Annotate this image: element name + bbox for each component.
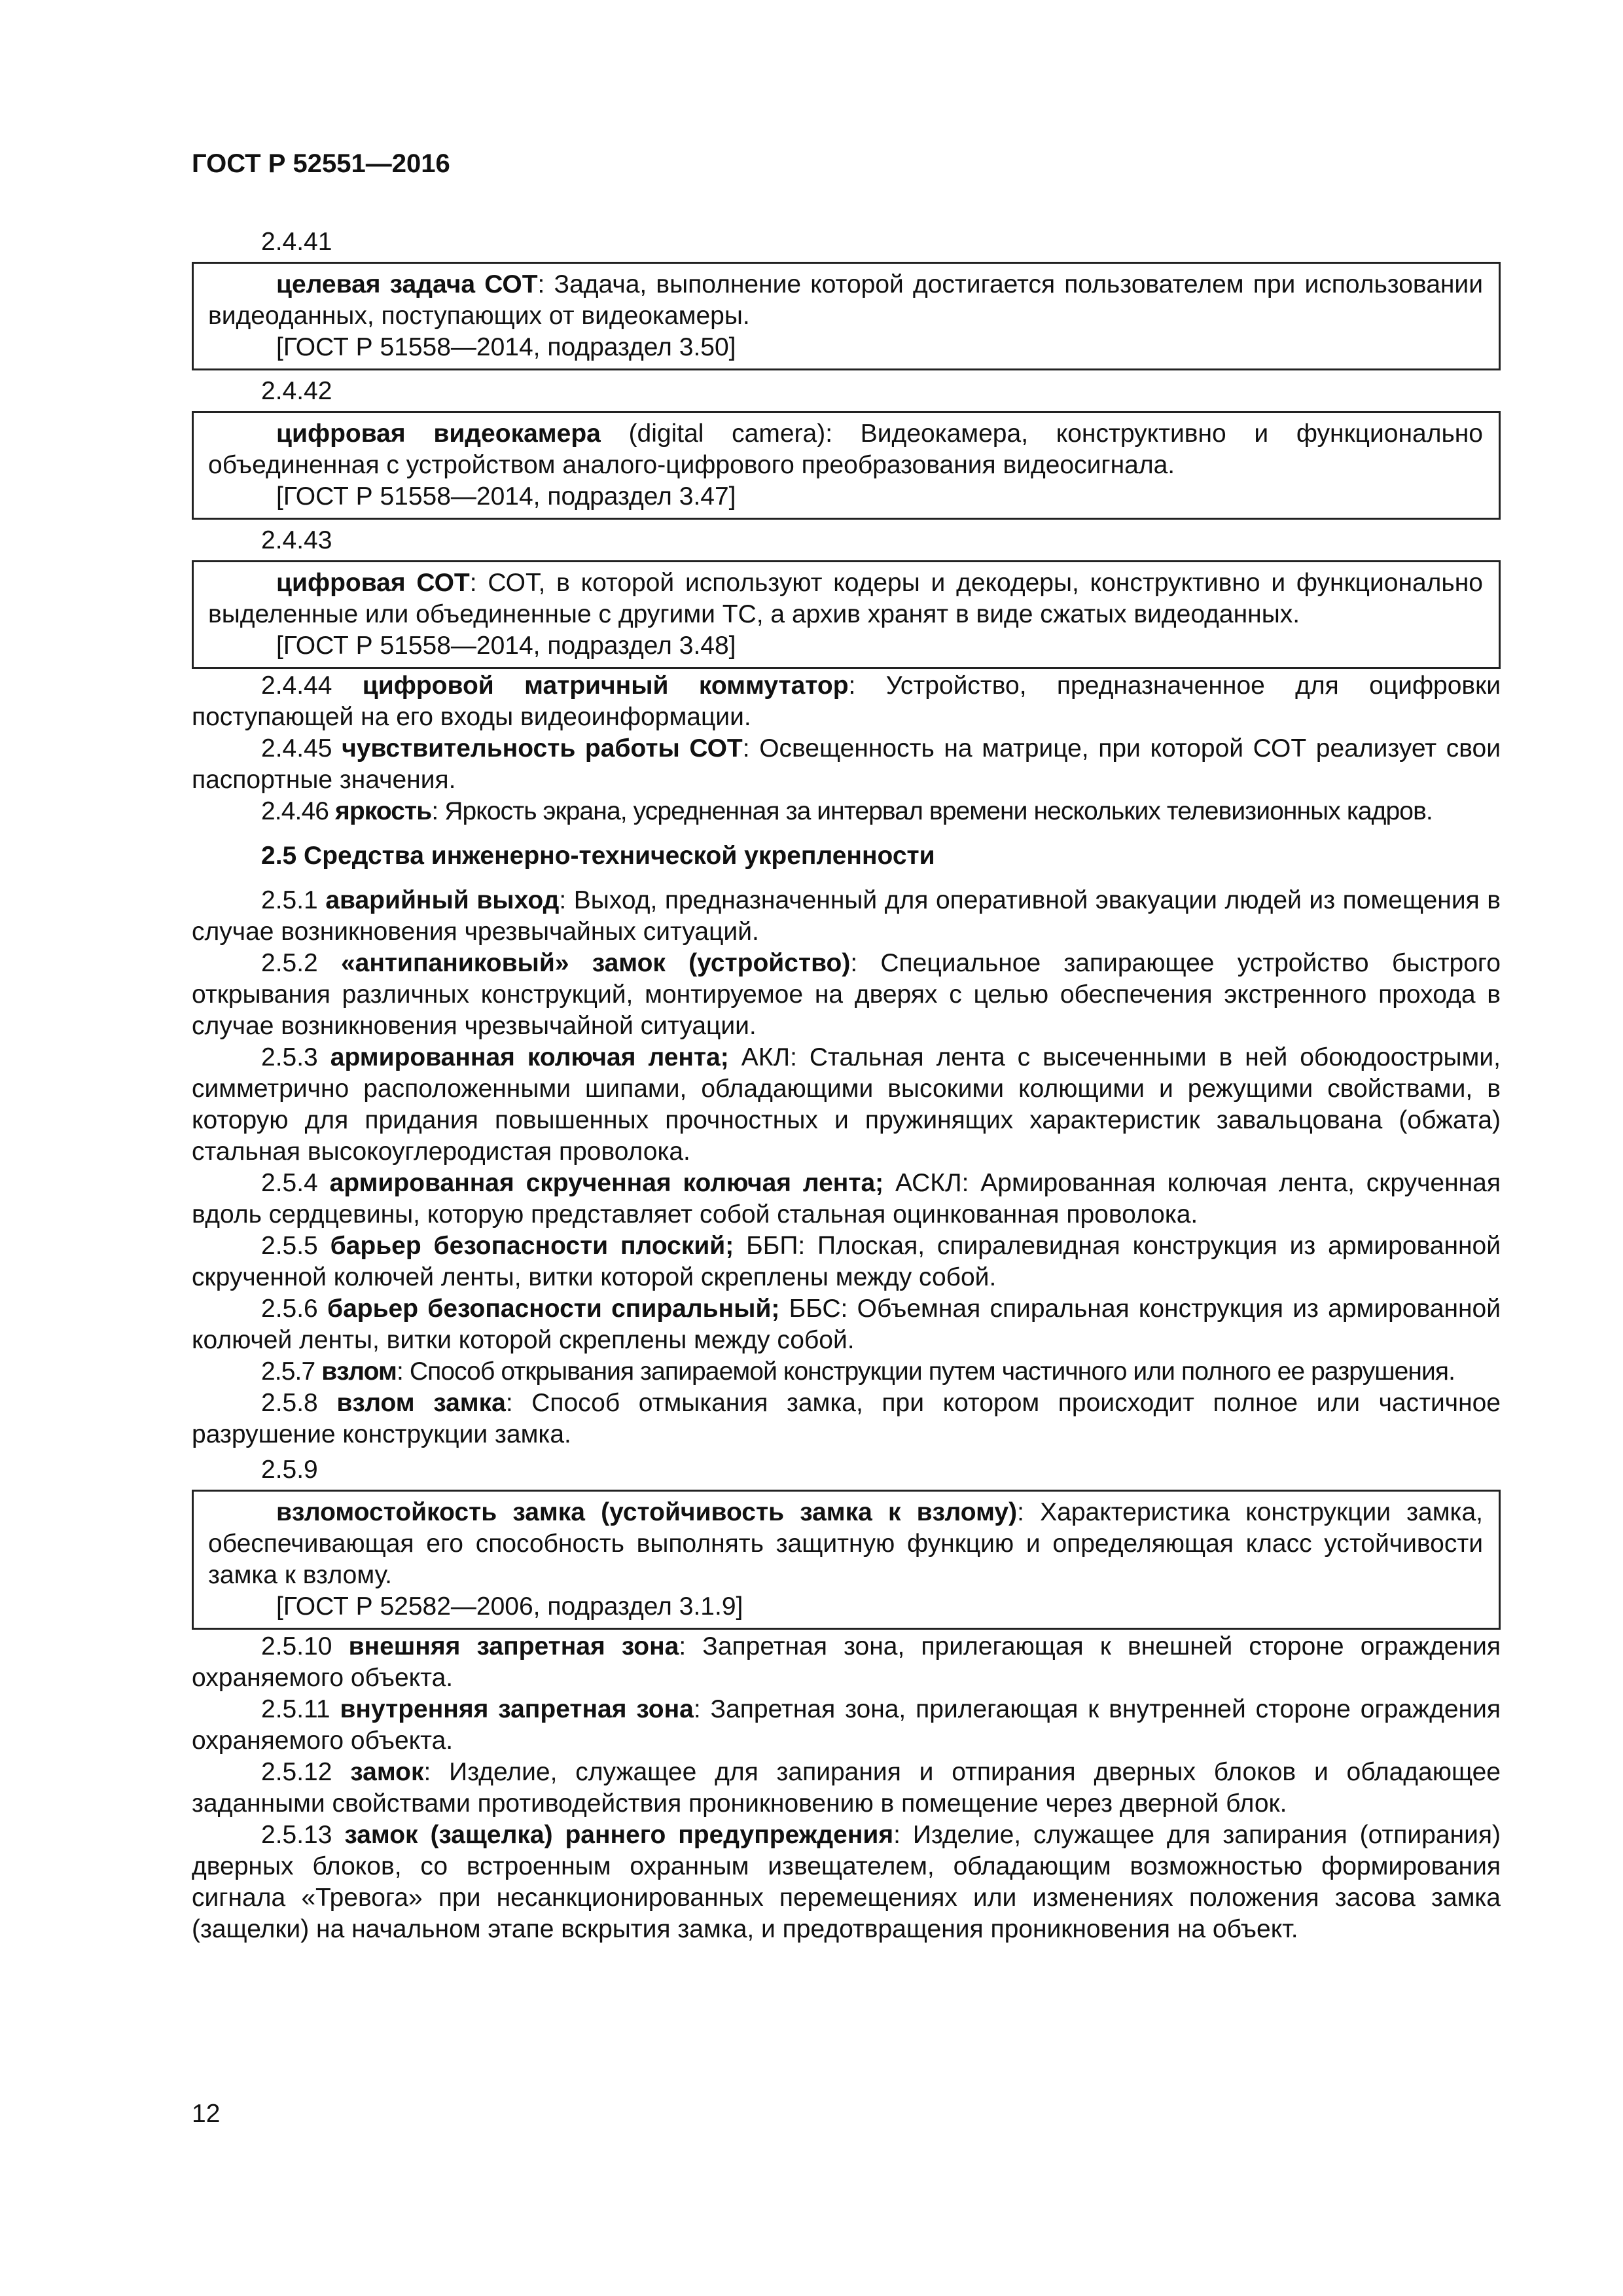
term-paragraph bbox=[192, 885, 1501, 948]
term-number: 2.5.12 bbox=[261, 1758, 332, 1786]
term-name: армированная скрученная колючая лента; bbox=[329, 1169, 884, 1197]
term-definition-text: : Специальное запирающее устройство быстрого открывания различных конструкций, монтируемое на дверях с целью обеспечения экстренного прохода в случае возникновения чрезвычайной ситуации. bbox=[192, 949, 1501, 1040]
term-definition-text: (digital camera): Видеокамера, конструктивно и функционально объединенная с устройством аналого-цифрового преобразования видеосигнала. bbox=[208, 420, 1484, 479]
term-paragraph bbox=[192, 1820, 1501, 1945]
term-definition-text: ББС: Объемная спиральная конструкция из армированной колючей ленты, витки которой скреплены между собой. bbox=[192, 1295, 1501, 1354]
term-paragraph bbox=[192, 733, 1501, 796]
term-number: 2.5.13 bbox=[261, 1821, 332, 1849]
term-name: цифровой матричный коммутатор bbox=[362, 672, 849, 700]
term-name: внешняя запретная зона bbox=[348, 1632, 679, 1660]
term-paragraph bbox=[192, 1631, 1501, 1694]
term-paragraph bbox=[192, 1293, 1501, 1356]
term-name: замок bbox=[350, 1758, 424, 1786]
term-source-reference: [ГОСТ Р 52582—2006, подраздел 3.1.9] bbox=[276, 1592, 743, 1621]
term-name: замок (защелка) раннего предупреждения bbox=[344, 1821, 894, 1849]
term-definition-text: : Яркость экрана, усредненная за интервал времени нескольких телевизионных кадров. bbox=[431, 797, 1433, 825]
term-definition-text: : Способ открывания запираемой конструкции путем частичного или полного ее разрушения. bbox=[396, 1357, 1455, 1386]
term-paragraph bbox=[192, 1694, 1501, 1757]
term-definition-text: АКЛ: Стальная лента с высеченными в ней обоюдоострыми, симметрично расположенными шипами, обладающими высокими колющими и режущими свойствами, в которую для придания повышенных прочностных и пружинящих характеристик завальцована (обжата) стальная высокоуглеродистая проволока. bbox=[192, 1043, 1501, 1166]
term-definition bbox=[208, 567, 1483, 630]
term-definition bbox=[208, 269, 1483, 332]
term-definition-text: АСКЛ: Армированная колючая лента, скрученная вдоль сердцевины, которую представляет собой стальная оцинкованная проволока. bbox=[192, 1169, 1501, 1229]
term-name: взломостойкость замка (устойчивость замка к взлому) bbox=[276, 1498, 1018, 1526]
term-source-reference: [ГОСТ Р 51558—2014, подраздел 3.48] bbox=[276, 632, 736, 660]
term-number: 2.4.42 bbox=[261, 377, 332, 405]
term-name: «антипаниковый» замок (устройство) bbox=[340, 949, 851, 977]
term-number: 2.4.46 bbox=[261, 797, 329, 825]
term-paragraph bbox=[192, 670, 1501, 733]
term-name: чувствительность работы СОТ bbox=[342, 734, 743, 762]
term-number: 2.5.8 bbox=[261, 1389, 318, 1417]
term-name: барьер безопасности плоский; bbox=[330, 1232, 734, 1260]
term-definition-text: : Запретная зона, прилегающая к внутренней стороне ограждения охраняемого объекта. bbox=[192, 1695, 1501, 1755]
term-number: 2.5.2 bbox=[261, 949, 318, 977]
term-name: целевая задача СОТ bbox=[276, 270, 538, 298]
term-definition-box bbox=[192, 560, 1501, 669]
term-paragraph bbox=[192, 1168, 1501, 1230]
term-definition-box bbox=[192, 1490, 1501, 1630]
term-definition-text: : Характеристика конструкции замка, обеспечивающая его способность выполнять защитную функцию и определяющая класс устойчивости замка к взлому. bbox=[208, 1498, 1483, 1589]
term-name: взлом bbox=[321, 1357, 397, 1386]
term-name: цифровая видеокамера bbox=[276, 420, 601, 448]
term-number: 2.5.1 bbox=[261, 886, 318, 914]
term-name: барьер безопасности спиральный; bbox=[327, 1295, 780, 1323]
term-paragraph bbox=[192, 1230, 1501, 1293]
term-definition-text: ББП: Плоская, спиралевидная конструкция из армированной скрученной колючей ленты, витки которой скреплены между собой. bbox=[192, 1232, 1501, 1291]
term-paragraph bbox=[192, 1757, 1501, 1820]
term-paragraph bbox=[192, 948, 1501, 1042]
term-definition-text: : Освещенность на матрице, при которой СОТ реализует свои паспортные значения. bbox=[192, 734, 1501, 794]
term-paragraph bbox=[192, 1388, 1501, 1450]
term-name: цифровая СОТ bbox=[276, 569, 470, 597]
term-number: 2.4.41 bbox=[261, 228, 332, 256]
section-title: 2.5 Средства инженерно-технической укрепленности bbox=[261, 842, 935, 870]
term-name: яркость bbox=[334, 797, 432, 825]
term-definition-text: : Запретная зона, прилегающая к внешней стороне ограждения охраняемого объекта. bbox=[192, 1632, 1501, 1692]
term-name: армированная колючая лента; bbox=[330, 1043, 729, 1071]
term-name: взлом замка bbox=[336, 1389, 506, 1417]
term-definition-text: : Выход, предназначенный для оперативной эвакуации людей из помещения в случае возникновения чрезвычайных ситуаций. bbox=[192, 886, 1501, 946]
term-number: 2.5.3 bbox=[261, 1043, 318, 1071]
term-number: 2.4.45 bbox=[261, 734, 332, 762]
term-paragraph bbox=[192, 1356, 1501, 1388]
term-definition-box bbox=[192, 262, 1501, 370]
term-number: 2.5.11 bbox=[261, 1695, 330, 1723]
term-name: аварийный выход bbox=[325, 886, 560, 914]
term-definition bbox=[208, 418, 1483, 481]
term-definition-box bbox=[192, 411, 1501, 520]
term-definition bbox=[208, 1497, 1483, 1591]
term-number: 2.4.43 bbox=[261, 526, 332, 554]
term-definition-text: : Изделие, служащее для запирания (отпирания) дверных блоков, со встроенным охранным извещателем, обладающим возможностью формирования сигнала «Тревога» при несанкционированных перемещениях или изменениях положения засова замка (защелки) на начальном этапе вскрытия замка, и предотвращения проникновения на объект. bbox=[192, 1821, 1501, 1943]
term-name: внутренняя запретная зона bbox=[340, 1695, 694, 1723]
term-number: 2.5.4 bbox=[261, 1169, 318, 1197]
term-source-reference: [ГОСТ Р 51558—2014, подраздел 3.50] bbox=[276, 333, 736, 361]
term-number: 2.5.6 bbox=[261, 1295, 318, 1323]
term-definition-text: : СОТ, в которой используют кодеры и декодеры, конструктивно и функционально выделенные или объединенные с другими ТС, а архив хранят в виде сжатых видеоданных. bbox=[208, 569, 1483, 628]
term-definition-text: : Способ отмыкания замка, при котором происходит полное или частичное разрушение конструкции замка. bbox=[192, 1389, 1501, 1448]
term-definition-text: : Изделие, служащее для запирания и отпирания дверных блоков и обладающее заданными свойствами противодействия проникновению в помещение через дверной блок. bbox=[192, 1758, 1501, 1818]
term-number: 2.4.44 bbox=[261, 672, 332, 700]
term-definition-text: : Задача, выполнение которой достигается пользователем при использовании видеоданных, поступающих от видеокамеры. bbox=[208, 270, 1483, 330]
term-definition-text: : Устройство, предназначенное для оцифровки поступающей на его входы видеоинформации. bbox=[192, 672, 1501, 731]
document-header: ГОСТ Р 52551—2016 bbox=[192, 149, 450, 178]
term-paragraph bbox=[192, 796, 1501, 827]
page-number: 12 bbox=[192, 2100, 221, 2128]
document-body bbox=[192, 223, 1501, 1945]
term-source-reference: [ГОСТ Р 51558—2014, подраздел 3.47] bbox=[276, 482, 736, 511]
term-number: 2.5.10 bbox=[261, 1632, 332, 1660]
term-number: 2.5.9 bbox=[261, 1456, 318, 1484]
term-paragraph bbox=[192, 1042, 1501, 1168]
term-number: 2.5.5 bbox=[261, 1232, 318, 1260]
term-number: 2.5.7 bbox=[261, 1357, 315, 1386]
